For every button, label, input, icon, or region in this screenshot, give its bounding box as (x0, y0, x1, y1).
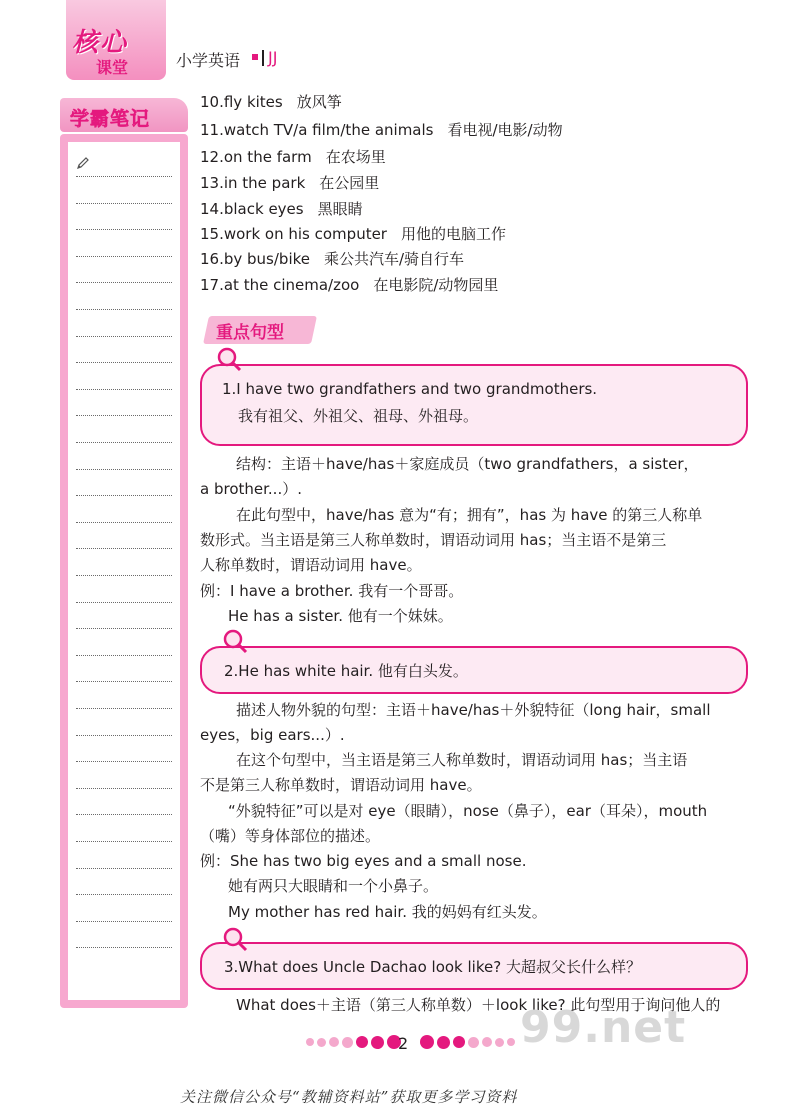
note-line (76, 469, 172, 470)
note-line (76, 495, 172, 496)
vocab-item: 13.in the park 在公园里 (200, 174, 380, 192)
note-line (76, 841, 172, 842)
page-dot (306, 1038, 314, 1046)
paragraph: “外貌特征”可以是对 eye（眼睛），nose（鼻子），ear（耳朵），mouth (228, 802, 708, 820)
page-dot (420, 1035, 434, 1049)
page-dot (317, 1038, 326, 1047)
vocab-item: 12.on the farm 在农场里 (200, 148, 386, 166)
paragraph: a brother...）. (200, 480, 302, 498)
example: 例：She has two big eyes and a small nose. (200, 852, 527, 870)
page-dot (371, 1036, 384, 1049)
note-line (76, 256, 172, 257)
note-line (76, 735, 172, 736)
note-line (76, 602, 172, 603)
paragraph: What does＋主语（第三人称单数）＋look like? 此句型用于询问他人的 (236, 996, 721, 1014)
note-line (76, 814, 172, 815)
page-dot (482, 1037, 492, 1047)
magnifier-icon (216, 346, 242, 372)
magnifier-icon (222, 628, 248, 654)
note-line (76, 655, 172, 656)
example: He has a sister. 他有一个妹妹。 (228, 607, 453, 625)
note-line (76, 681, 172, 682)
watermark-text: 99.net (520, 1002, 687, 1053)
note-line (76, 362, 172, 363)
magnifier-icon (222, 926, 248, 952)
note-line (76, 868, 172, 869)
page-dot (437, 1036, 450, 1049)
paragraph: 数形式。当主语是第三人称单数时，谓语动词用 has；当主语不是第三 (200, 531, 667, 549)
note-line (76, 229, 172, 230)
page-dot (329, 1037, 339, 1047)
note-line (76, 894, 172, 895)
note-line (76, 176, 172, 177)
note-line (76, 761, 172, 762)
note-line (76, 921, 172, 922)
note-line (76, 575, 172, 576)
paragraph: 结构：主语＋have/has＋家庭成员（two grandfathers，a sister， (236, 455, 699, 473)
paragraph: 人称单数时，谓语动词用 have。 (200, 556, 422, 574)
note-line (76, 628, 172, 629)
example: 例：I have a brother. 我有一个哥哥。 (200, 582, 464, 600)
notes-title: 学霸笔记 (70, 108, 151, 130)
page-dot (342, 1037, 353, 1048)
page-dot (507, 1038, 515, 1046)
footer-note: 关注微信公众号“教辅资料站”获取更多学习资料 (180, 1088, 518, 1106)
note-line (76, 548, 172, 549)
header-separator-dot (252, 54, 258, 60)
paragraph: 在此句型中，have/has 意为“有；拥有”，has 为 have 的第三人称单 (236, 506, 703, 524)
page-dot (495, 1038, 504, 1047)
note-line (76, 947, 172, 948)
example: 她有两只大眼睛和一个小鼻子。 (228, 877, 439, 895)
note-line (76, 336, 172, 337)
paragraph: 在这个句型中，当主语是第三人称单数时，谓语动词用 has；当主语 (236, 751, 688, 769)
note-line (76, 522, 172, 523)
sentence-1-zh: 我有祖父、外祖父、祖母、外祖母。 (238, 407, 479, 425)
note-line (76, 309, 172, 310)
paragraph: 描述人物外貌的句型：主语＋have/has＋外貌特征（long hair，small (236, 701, 711, 719)
note-line (76, 282, 172, 283)
sentence-2-title: 2.He has white hair. 他有白头发。 (224, 662, 468, 680)
note-line (76, 203, 172, 204)
pencil-icon (76, 156, 90, 170)
vocab-item: 14.black eyes 黑眼睛 (200, 200, 363, 218)
notes-writing-area (68, 142, 180, 1000)
note-line (76, 442, 172, 443)
page-dot (453, 1036, 465, 1048)
page-dot (468, 1037, 479, 1048)
logo-main-text: 核心 (72, 28, 129, 58)
note-line (76, 415, 172, 416)
logo-sub-text: 课堂 (96, 58, 129, 77)
vocab-item: 17.at the cinema/zoo 在电影院/动物园里 (200, 276, 499, 294)
edition-tag: JJ (268, 48, 278, 67)
vocab-item: 11.watch TV/a film/the animals 看电视/电影/动物 (200, 121, 563, 139)
subject-title: 小学英语 (176, 51, 241, 70)
paragraph: 不是第三人称单数时，谓语动词用 have。 (200, 776, 482, 794)
vocab-item: 16.by bus/bike 乘公共汽车/骑自行车 (200, 250, 465, 268)
paragraph: （嘴）等身体部位的描述。 (200, 827, 381, 845)
page-number: 2 (398, 1034, 409, 1053)
note-line (76, 708, 172, 709)
paragraph: eyes，big ears...）. (200, 726, 345, 744)
page-dot (356, 1036, 368, 1048)
vocab-item: 15.work on his computer 用他的电脑工作 (200, 225, 506, 243)
sentence-1-en: 1.I have two grandfathers and two grandmothers. (222, 380, 598, 398)
vocab-item: 10.fly kites 放风筝 (200, 93, 342, 111)
note-line (76, 788, 172, 789)
section-title: 重点句型 (216, 323, 284, 343)
example: My mother has red hair. 我的妈妈有红头发。 (228, 903, 547, 921)
header-separator-bar (262, 50, 264, 66)
sentence-3-title: 3.What does Uncle Dachao look like? 大超叔父长什么样？ (224, 958, 641, 976)
note-line (76, 389, 172, 390)
